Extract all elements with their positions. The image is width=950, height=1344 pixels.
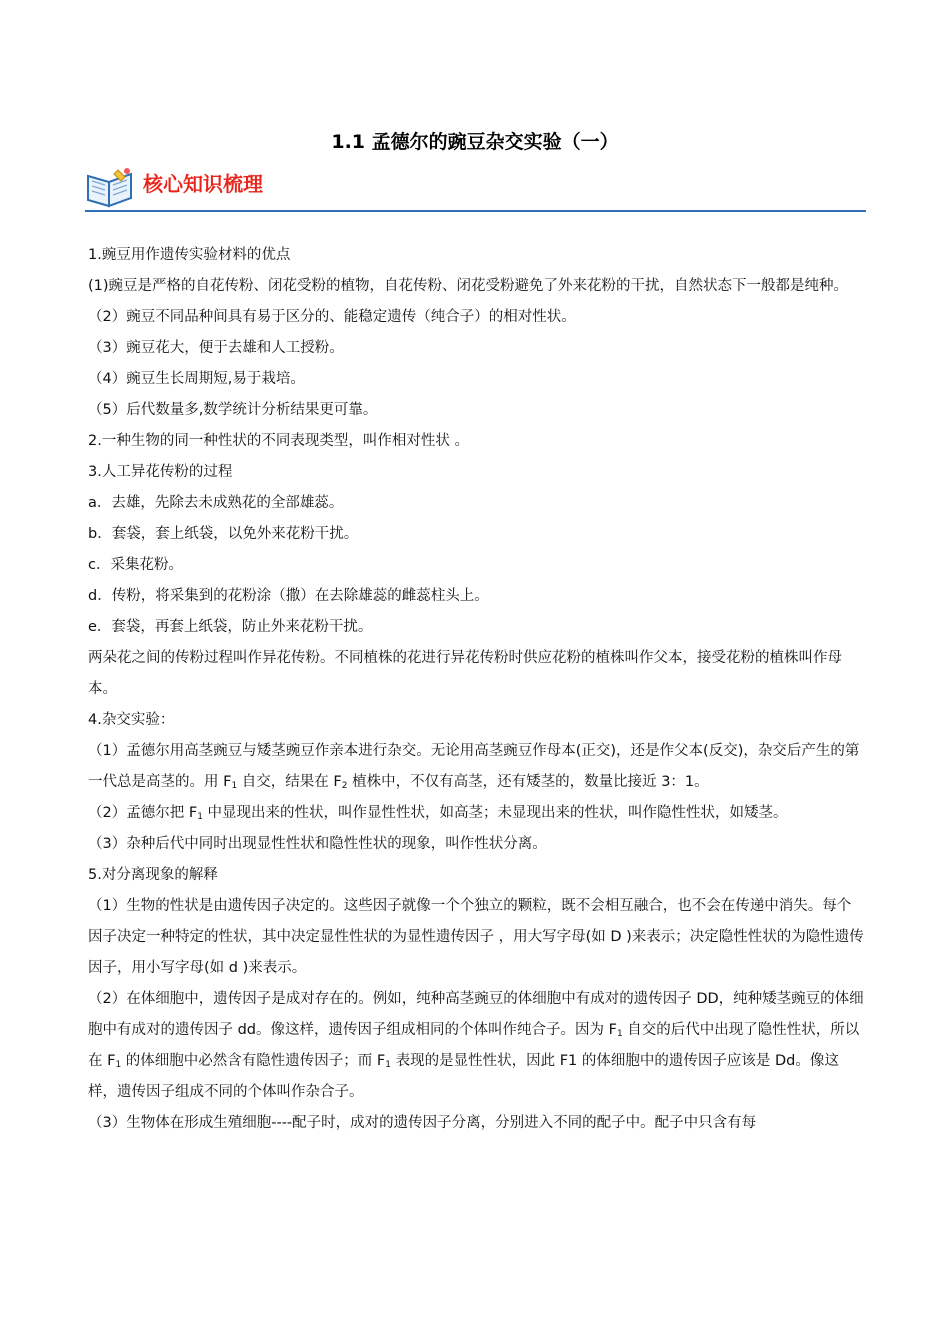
heading-5: 5.对分离现象的解释 [88,867,218,883]
paragraph [88,984,864,1108]
text-run: （1）孟德尔用高茎豌豆与矮茎豌豆作亲本进行杂交。无论用高茎豌豆作母本(正交)，还是作父本(反交)，杂交后产生的第一代总是高茎的。用 F [88,743,860,790]
subscript: 1 [197,812,203,822]
text-run: 表现的是显性性状，因此 F1 的体细胞中的遗传因子应该是 Dd。像这样，遗传因子组成不同的个体叫作杂合子。 [88,1053,839,1100]
section-header [85,162,866,214]
paragraph: （4）豌豆生长周期短,易于栽培。 [88,371,305,387]
paragraph: c．采集花粉。 [88,557,183,573]
paragraph: a．去雄，先除去未成熟花的全部雄蕊。 [88,495,344,511]
text-run: 的体细胞中必然含有隐性遗传因子；而 F [121,1053,386,1069]
paragraph [88,736,864,798]
heading-3: 3.人工异花传粉的过程 [88,464,233,480]
text-run: 自交的后代中出现了隐性性状，所以在 F [88,1022,860,1069]
paragraph: （5）后代数量多,数学统计分析结果更可靠。 [88,402,378,418]
subscript: 1 [231,781,238,791]
paragraph: d．传粉，将采集到的花粉涂（撒）在去除雄蕊的雌蕊柱头上。 [88,588,489,604]
document-body [88,240,864,1139]
paragraph: （1）生物的性状是由遗传因子决定的。这些因子就像一个个独立的颗粒，既不会相互融合，也不会在传递中消失。每个因子决定一种特定的性状，其中决定显性性状的为显性遗传因子 ，用大写字母(如 D )来表示；决定隐性性状的为隐性遗传因子，用小写字母(如 d )来表示。 [88,898,864,976]
section-divider [85,210,866,212]
paragraph: （3）杂种后代中同时出现显性性状和隐性性状的现象，叫作性状分离。 [88,836,547,852]
paragraph: e．套袋，再套上纸袋，防止外来花粉干扰。 [88,619,373,635]
subscript: 1 [115,1060,122,1070]
paragraph: 两朵花之间的传粉过程叫作异花传粉。不同植株的花进行异花传粉时供应花粉的植株叫作父本，接受花粉的植株叫作母本。 [88,650,842,697]
text-run: 植株中，不仅有高茎，还有矮茎的，数量比接近 3：1。 [347,774,709,790]
text-run: 自交，结果在 F [237,774,342,790]
paragraph: （3）豌豆花大，便于去雄和人工授粉。 [88,340,344,356]
text-run: （2）孟德尔把 F [88,805,198,821]
paragraph: （3）生物体在形成生殖细胞----配子时，成对的遗传因子分离，分别进入不同的配子中。配子中只含有每 [88,1115,757,1131]
open-book-icon [85,166,135,210]
heading-1: 1.豌豆用作遗传实验材料的优点 [88,247,291,263]
paragraph: （2）豌豆不同品种间具有易于区分的、能稳定遗传（纯合子）的相对性状。 [88,309,576,325]
text-run: 中显现出来的性状，叫作显性性状，如高茎；未显现出来的性状，叫作隐性性状，如矮茎。 [202,805,788,821]
heading-2: 2.一种生物的同一种性状的不同表现类型，叫作相对性状 。 [88,433,469,449]
paragraph: b．套袋，套上纸袋，以免外来花粉干扰。 [88,526,359,542]
subscript: 1 [616,1029,623,1039]
subscript: 1 [385,1060,391,1070]
section-title: 核心知识梳理 [143,172,263,196]
text-run: （2）在体细胞中，遗传因子是成对存在的。例如，纯种高茎豌豆的体细胞中有成对的遗传因子 DD，纯种矮茎豌豆的体细胞中有成对的遗传因子 dd。像这样，遗传因子组成相同的个体叫作纯合子。因为 F [88,991,864,1038]
heading-4: 4.杂交实验： [88,712,175,728]
paragraph [88,798,864,829]
page-title: 1.1 孟德尔的豌豆杂交实验（一） [331,131,619,153]
subscript: 2 [341,781,348,791]
paragraph: (1)豌豆是严格的自花传粉、闭花受粉的植物，自花传粉、闭花受粉避免了外来花粉的干扰，自然状态下一般都是纯种。 [88,278,849,294]
